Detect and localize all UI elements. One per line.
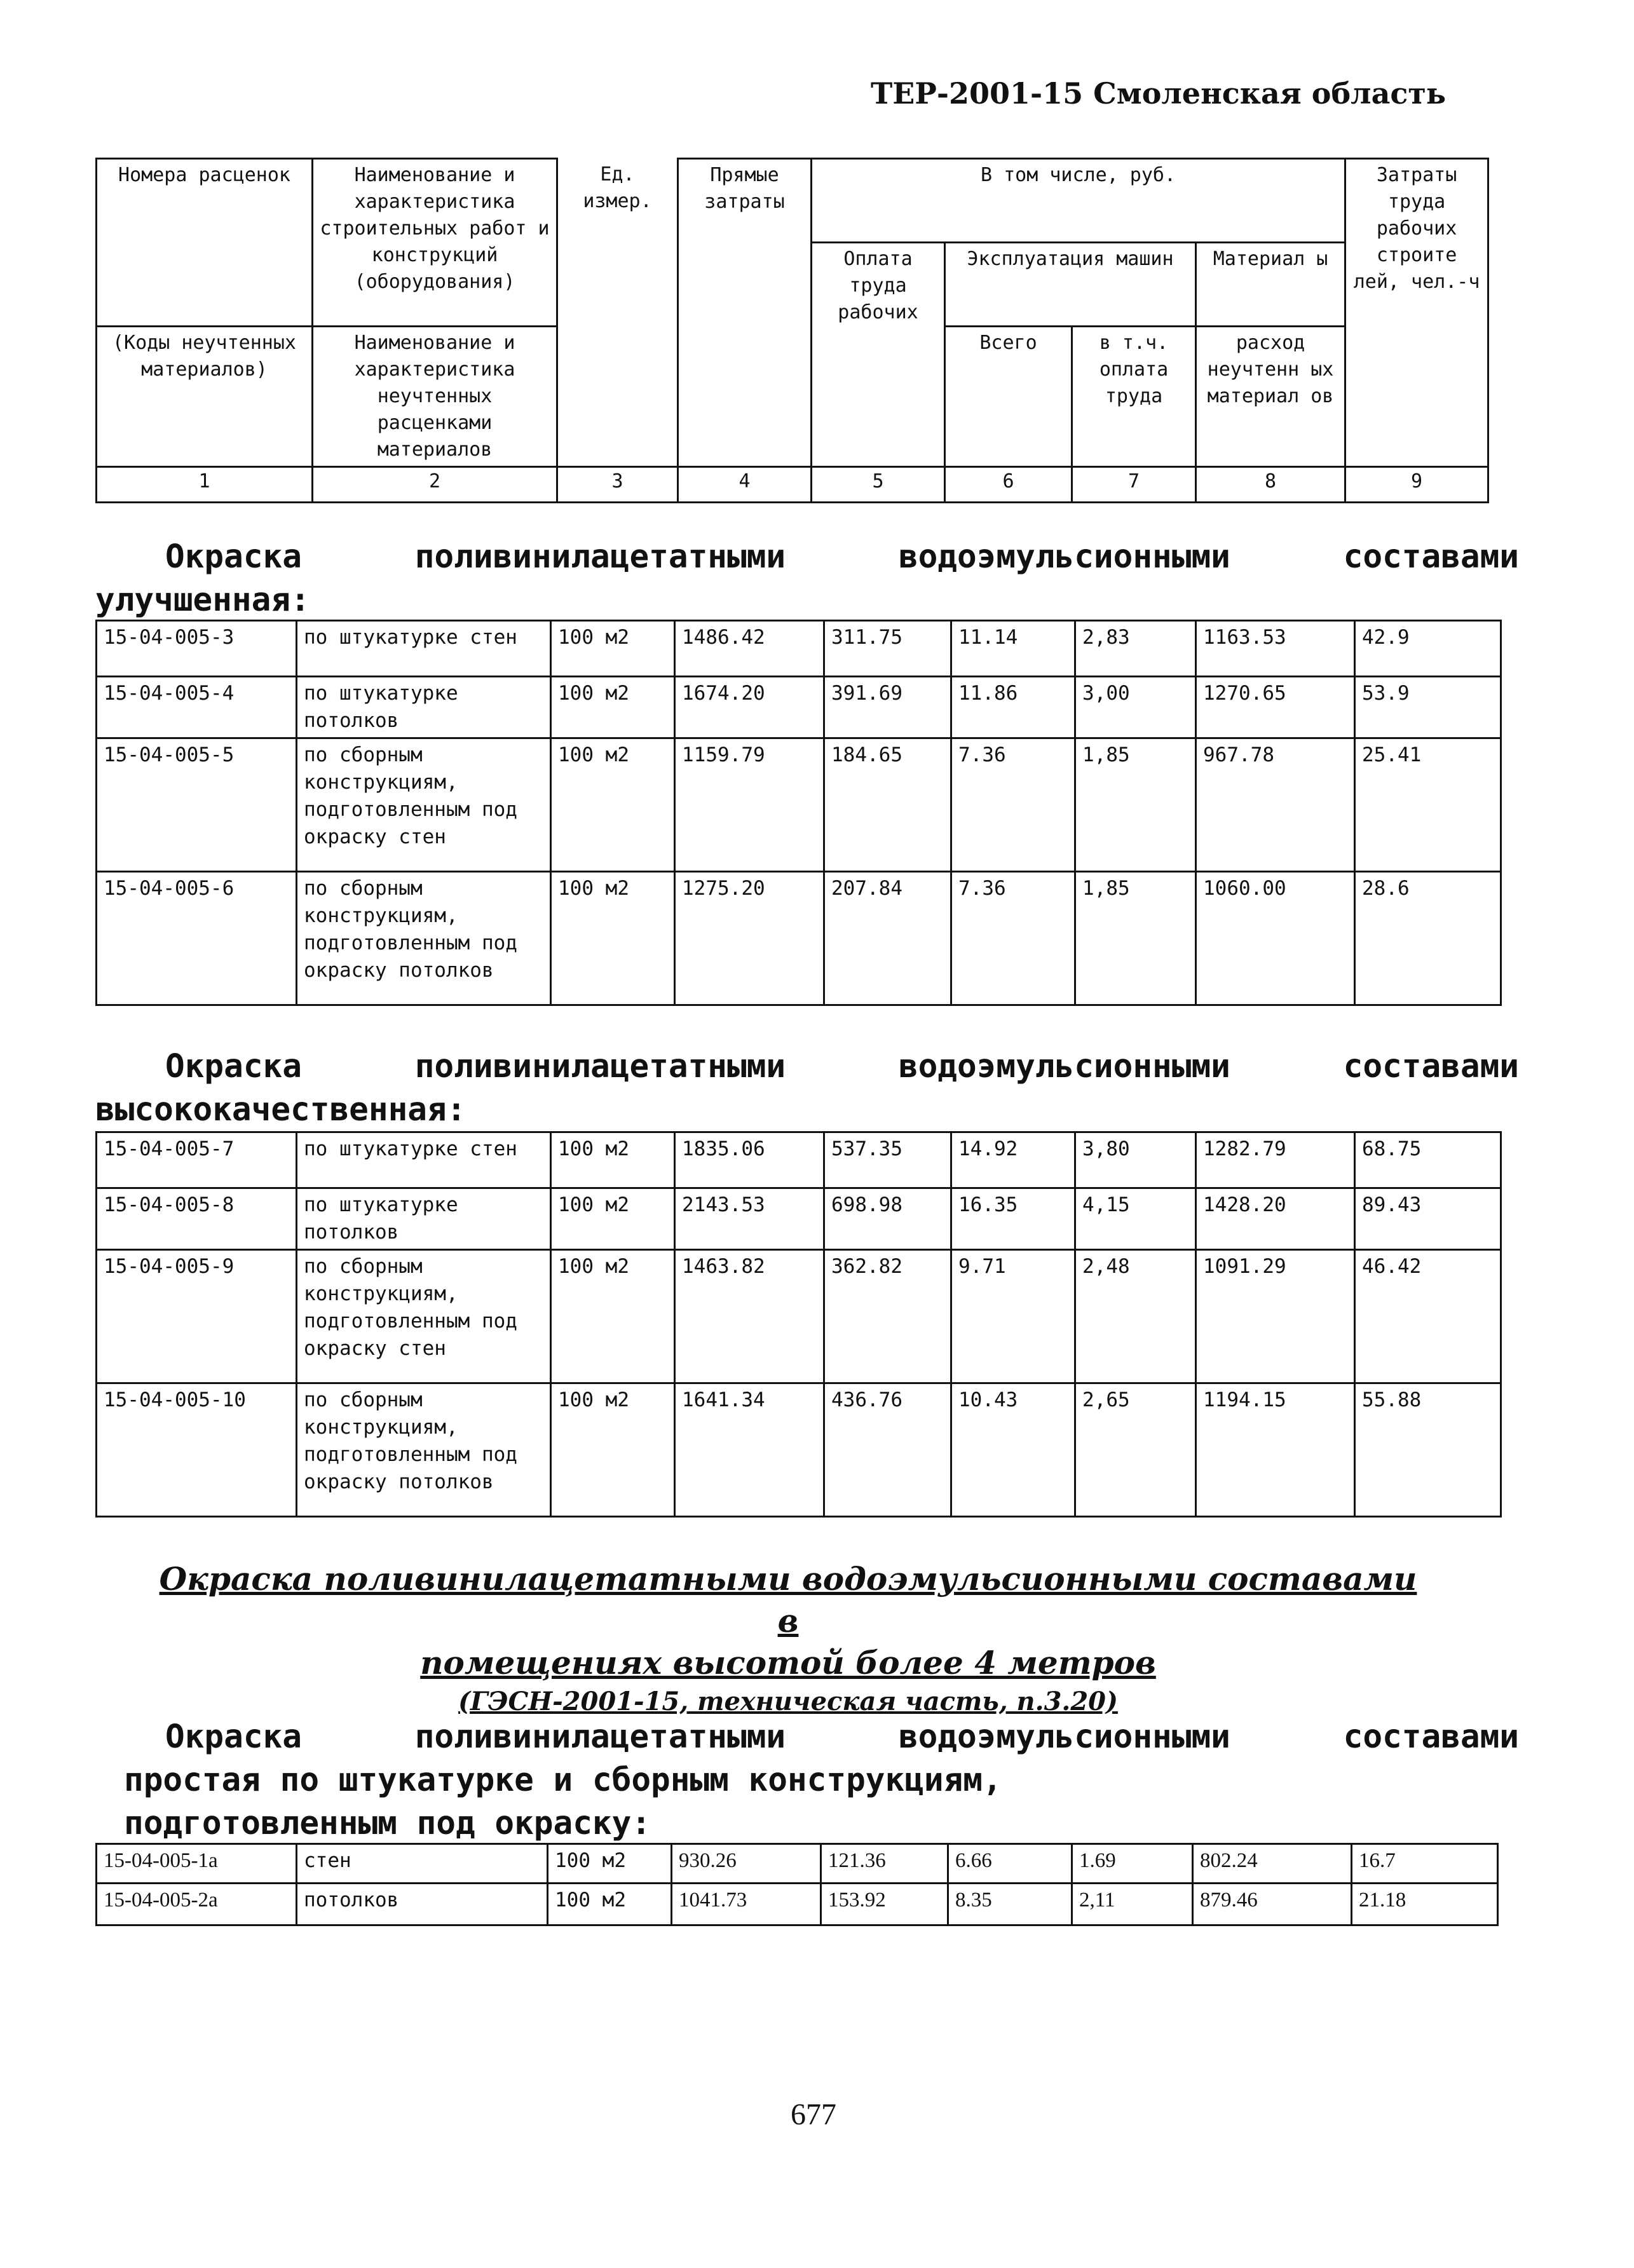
cell-code: 15-04-005-4 <box>97 677 297 738</box>
cell-machine-wages: 2,65 <box>1075 1383 1196 1517</box>
cell-direct: 1041.73 <box>672 1884 821 1925</box>
cell-machine-wages: 2,83 <box>1075 621 1196 677</box>
cell-direct: 1159.79 <box>675 738 824 872</box>
col-number: 5 <box>812 467 945 503</box>
cell-name: по штукатурке стен <box>297 1132 551 1188</box>
col-number: 9 <box>1345 467 1488 503</box>
cell-materials: 967.78 <box>1196 738 1355 872</box>
cell-materials: 802.24 <box>1193 1844 1352 1884</box>
col-number: 1 <box>97 467 313 503</box>
col-number: 3 <box>557 467 678 503</box>
cell-wages: 184.65 <box>824 738 951 872</box>
section-2-table <box>95 1131 1502 1518</box>
cell-code: 15-04-005-7 <box>97 1132 297 1188</box>
cell-machines: 11.86 <box>951 677 1075 738</box>
col-direct-header: Прямые затраты <box>678 159 812 467</box>
cell-wages: 391.69 <box>824 677 951 738</box>
table-row <box>97 1188 1501 1250</box>
section-title-line: Окраска поливинилацетатными водоэмульсионными составами <box>165 1048 1519 1085</box>
cell-code: 15-04-005-2а <box>97 1884 297 1925</box>
note-reference: (ГЭСН-2001-15, техническая часть, п.3.20) <box>458 1687 1118 1716</box>
col-code-spacer <box>97 243 313 327</box>
cell-unit: 100 м2 <box>551 1250 675 1383</box>
cell-machine-wages: 3,80 <box>1075 1132 1196 1188</box>
col-incl-header: В том числе, руб. <box>812 159 1345 243</box>
cell-unit: 100 м2 <box>551 738 675 872</box>
table-row <box>97 621 1501 677</box>
cell-machine-wages: 1,85 <box>1075 738 1196 872</box>
cell-code: 15-04-005-5 <box>97 738 297 872</box>
cell-materials: 1428.20 <box>1196 1188 1355 1250</box>
cell-machines: 7.36 <box>951 872 1075 1005</box>
section-3-table <box>95 1843 1499 1926</box>
cell-name: по штукатурке потолков <box>297 677 551 738</box>
cell-labor: 55.88 <box>1355 1383 1501 1517</box>
cell-machine-wages: 3,00 <box>1075 677 1196 738</box>
cell-unit: 100 м2 <box>548 1844 672 1884</box>
note-line: Окраска поливинилацетатными водоэмульсионными составами в <box>159 1560 1417 1640</box>
cell-machine-wages: 2,11 <box>1072 1884 1193 1925</box>
cell-direct: 1275.20 <box>675 872 824 1005</box>
cell-machines: 16.35 <box>951 1188 1075 1250</box>
cell-wages: 698.98 <box>824 1188 951 1250</box>
column-header-table <box>95 158 1489 503</box>
col-incl-wages-header: в т.ч. оплата труда <box>1072 327 1196 467</box>
col-labor-header: Затраты труда рабочих строите лей, чел.-ч <box>1345 159 1488 467</box>
cell-unit: 100 м2 <box>551 677 675 738</box>
col-unaccounted-header: расход неучтенн ых материал ов <box>1196 327 1345 467</box>
table-row <box>97 677 1501 738</box>
cell-wages: 311.75 <box>824 621 951 677</box>
cell-machines: 8.35 <box>948 1884 1072 1925</box>
cell-code: 15-04-005-3 <box>97 621 297 677</box>
col-number: 8 <box>1196 467 1345 503</box>
cell-machines: 7.36 <box>951 738 1075 872</box>
page-number: 677 <box>791 2098 836 2131</box>
table-row <box>97 738 1501 872</box>
table-row <box>97 1250 1501 1383</box>
cell-labor: 42.9 <box>1355 621 1501 677</box>
cell-materials: 1270.65 <box>1196 677 1355 738</box>
cell-wages: 153.92 <box>821 1884 948 1925</box>
section-title-line: высококачественная: <box>95 1091 466 1129</box>
cell-name: по сборным конструкциям, подготовленным под окраску потолков <box>297 872 551 1005</box>
cell-materials: 1194.15 <box>1196 1383 1355 1517</box>
cell-machines: 10.43 <box>951 1383 1075 1517</box>
cell-direct: 1641.34 <box>675 1383 824 1517</box>
cell-materials: 1282.79 <box>1196 1132 1355 1188</box>
cell-wages: 537.35 <box>824 1132 951 1188</box>
cell-machine-wages: 1.69 <box>1072 1844 1193 1884</box>
section-1-title <box>95 536 1519 622</box>
cell-machine-wages: 2,48 <box>1075 1250 1196 1383</box>
cell-code: 15-04-005-1а <box>97 1844 297 1884</box>
col-number: 7 <box>1072 467 1196 503</box>
section-title-line: подготовленным под окраску: <box>124 1805 651 1842</box>
section-3-title <box>95 1716 1519 1845</box>
cell-code: 15-04-005-9 <box>97 1250 297 1383</box>
col-codes2-header: (Коды неучтенных материалов) <box>97 327 313 467</box>
col-number: 6 <box>945 467 1072 503</box>
cell-direct: 1463.82 <box>675 1250 824 1383</box>
cell-machines: 9.71 <box>951 1250 1075 1383</box>
table-row <box>97 872 1501 1005</box>
col-code-header: Номера расценок <box>97 159 313 243</box>
cell-direct: 930.26 <box>672 1844 821 1884</box>
col-number: 4 <box>678 467 812 503</box>
cell-code: 15-04-005-8 <box>97 1188 297 1250</box>
page-header-title: ТЕР-2001-15 Смоленская область <box>871 76 1447 111</box>
col-wages-header: Оплата труда рабочих <box>812 243 945 467</box>
section-1-table <box>95 620 1502 1006</box>
cell-wages: 436.76 <box>824 1383 951 1517</box>
cell-materials: 1091.29 <box>1196 1250 1355 1383</box>
cell-machines: 14.92 <box>951 1132 1075 1188</box>
section-title-line: Окраска поливинилацетатными водоэмульсионными составами <box>165 538 1519 576</box>
cell-name: стен <box>297 1844 548 1884</box>
cell-unit: 100 м2 <box>551 1132 675 1188</box>
table-row <box>97 1884 1498 1925</box>
section-title-line: Окраска поливинилацетатными водоэмульсионными составами <box>165 1718 1519 1756</box>
cell-machine-wages: 1,85 <box>1075 872 1196 1005</box>
col-unit-header: Ед. измер. <box>557 159 678 467</box>
cell-machines: 6.66 <box>948 1844 1072 1884</box>
col-total-header: Всего <box>945 327 1072 467</box>
col-number: 2 <box>313 467 557 503</box>
table-row <box>97 1132 1501 1188</box>
cell-labor: 28.6 <box>1355 872 1501 1005</box>
cell-materials: 1163.53 <box>1196 621 1355 677</box>
cell-machine-wages: 4,15 <box>1075 1188 1196 1250</box>
section-2-title <box>95 1045 1519 1132</box>
cell-wages: 207.84 <box>824 872 951 1005</box>
col-materials-header: Материал ы <box>1196 243 1345 327</box>
cell-unit: 100 м2 <box>548 1884 672 1925</box>
cell-direct: 2143.53 <box>675 1188 824 1250</box>
cell-unit: 100 м2 <box>551 621 675 677</box>
note-block <box>146 1558 1430 1720</box>
note-line: помещениях высотой более 4 метров <box>420 1644 1156 1681</box>
table-row <box>97 1383 1501 1517</box>
cell-materials: 879.46 <box>1193 1884 1352 1925</box>
col-machines-header: Эксплуатация машин <box>945 243 1196 327</box>
table-row <box>97 1844 1498 1884</box>
cell-name: по штукатурке потолков <box>297 1188 551 1250</box>
cell-labor: 16.7 <box>1352 1844 1498 1884</box>
col-name2-header: Наименование и характеристика неучтенных расценками материалов <box>313 327 557 467</box>
cell-direct: 1674.20 <box>675 677 824 738</box>
cell-name: потолков <box>297 1884 548 1925</box>
cell-code: 15-04-005-10 <box>97 1383 297 1517</box>
cell-machines: 11.14 <box>951 621 1075 677</box>
cell-code: 15-04-005-6 <box>97 872 297 1005</box>
section-title-line: улучшенная: <box>95 581 310 619</box>
cell-labor: 89.43 <box>1355 1188 1501 1250</box>
cell-unit: 100 м2 <box>551 872 675 1005</box>
cell-wages: 362.82 <box>824 1250 951 1383</box>
cell-labor: 53.9 <box>1355 677 1501 738</box>
cell-name: по сборным конструкциям, подготовленным под окраску стен <box>297 1250 551 1383</box>
cell-direct: 1835.06 <box>675 1132 824 1188</box>
cell-name: по сборным конструкциям, подготовленным под окраску стен <box>297 738 551 872</box>
cell-wages: 121.36 <box>821 1844 948 1884</box>
cell-labor: 21.18 <box>1352 1884 1498 1925</box>
cell-unit: 100 м2 <box>551 1188 675 1250</box>
cell-direct: 1486.42 <box>675 621 824 677</box>
col-name-header: Наименование и характеристика строительных работ и конструкций (оборудования) <box>313 159 557 327</box>
cell-unit: 100 м2 <box>551 1383 675 1517</box>
cell-labor: 25.41 <box>1355 738 1501 872</box>
cell-name: по сборным конструкциям, подготовленным под окраску потолков <box>297 1383 551 1517</box>
section-title-line: простая по штукатурке и сборным конструкциям, <box>124 1762 1002 1799</box>
cell-labor: 46.42 <box>1355 1250 1501 1383</box>
cell-labor: 68.75 <box>1355 1132 1501 1188</box>
cell-name: по штукатурке стен <box>297 621 551 677</box>
cell-materials: 1060.00 <box>1196 872 1355 1005</box>
